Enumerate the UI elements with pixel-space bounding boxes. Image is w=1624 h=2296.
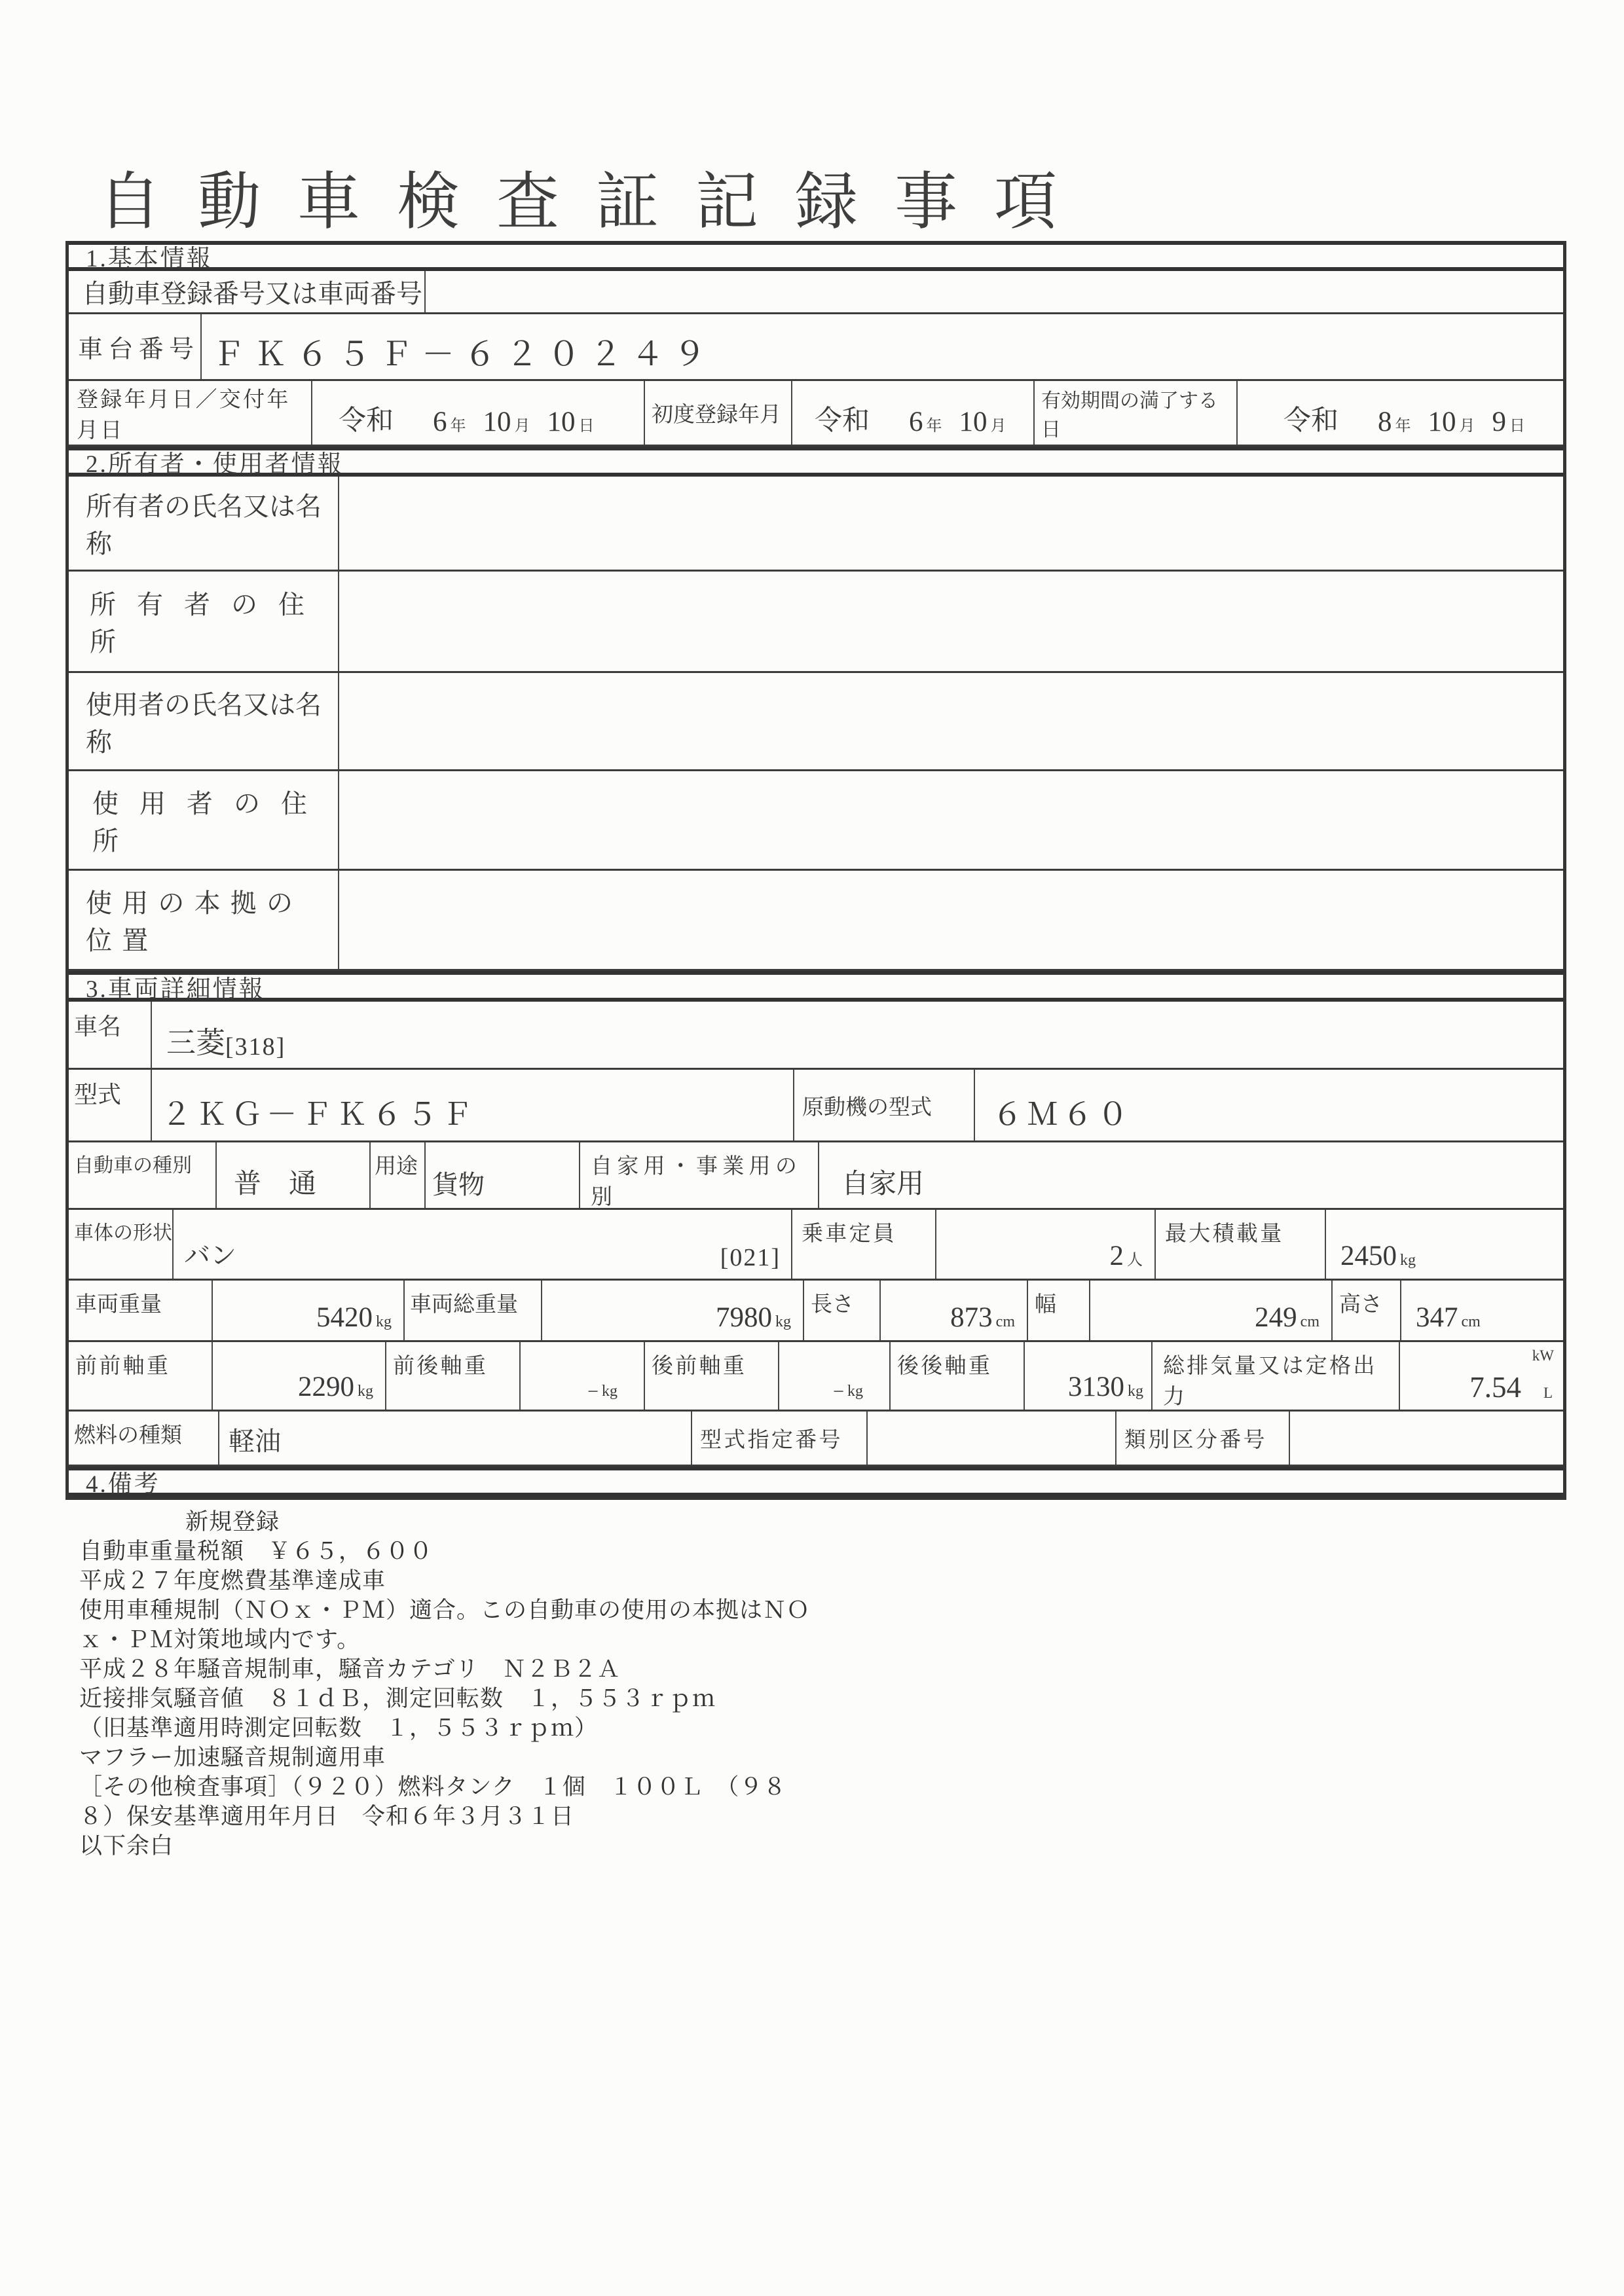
displacement-unit-bottom: L (1543, 1385, 1553, 1401)
remark-line: 平成２７年度燃費基準達成車 (79, 1568, 386, 1594)
remark-line: 自動車重量税額 ￥６５，６００ (79, 1539, 434, 1564)
car-name-value-cell (152, 1002, 296, 1068)
remark-line: 新規登録 (185, 1509, 280, 1535)
expiration-date-value (1283, 399, 1525, 438)
type-designation-value-cell (868, 1412, 1116, 1465)
section2-heading-text: 2.所有者・使用者情報 (86, 451, 344, 478)
section4-heading (69, 1467, 1563, 1497)
rear-rear-axle-label-cell (891, 1342, 1025, 1410)
seating-capacity-unit: 人 (1127, 1252, 1143, 1269)
car-name-value: 三菱 (166, 1027, 226, 1059)
length-label-cell (804, 1281, 881, 1340)
body-shape-code: [021] (720, 1244, 781, 1271)
rear-front-axle-label: 後前軸重 (652, 1355, 747, 1378)
body-shape-label-cell (69, 1210, 174, 1279)
user-address-value-cell (339, 771, 354, 869)
max-load-value: 2450 (1340, 1241, 1397, 1271)
expiration-date-era: 令和 (1283, 406, 1339, 436)
length-value-cell (881, 1281, 1028, 1340)
owner-name-label: 所有者の氏名又は名称 (86, 492, 322, 558)
model-value: ２ＫＧ－ＦＫ６５Ｆ (161, 1098, 477, 1132)
car-name-label: 車名 (74, 1013, 122, 1040)
section1-heading-text: 1.基本情報 (86, 246, 213, 272)
rear-rear-axle-value: 3130 (1068, 1372, 1124, 1402)
chassis-number-label-cell (69, 314, 202, 379)
inspection-record-table (65, 241, 1566, 1859)
user-name-label: 使用者の氏名又は名称 (86, 689, 322, 757)
classification-number-label-cell (1116, 1412, 1290, 1465)
registration-date-value-cell (312, 381, 645, 445)
engine-model-label: 原動機の型式 (802, 1095, 932, 1120)
front-rear-axle-value: − (587, 1381, 599, 1402)
engine-model-value: ６Ｍ６０ (992, 1098, 1133, 1132)
owner-address-label-cell (69, 572, 339, 671)
vehicle-weight-label-cell (69, 1281, 213, 1340)
body-shape-value-cell (174, 1210, 792, 1279)
model-value-cell (152, 1070, 794, 1140)
owner-name-label-cell (69, 477, 339, 570)
type-designation-label: 型式指定番号 (700, 1429, 843, 1452)
usage-value-cell (426, 1142, 580, 1208)
chassis-number-value: ＦＫ６５Ｆ－６２０２４９ (212, 336, 715, 373)
section4-heading-text: 4.備考 (86, 1471, 160, 1498)
engine-model-value-cell (975, 1070, 1132, 1140)
body-shape-row (69, 1210, 1563, 1281)
remark-line: ［その他検査事項］（９２０）燃料タンク １個 １００Ｌ （９８ (79, 1774, 787, 1800)
height-label-cell (1333, 1281, 1401, 1340)
width-unit: cm (1300, 1313, 1320, 1330)
first-registration-label: 初度登録年月 (652, 403, 781, 427)
displacement-value: 7.54 (1469, 1371, 1521, 1404)
section2-heading (69, 446, 1563, 477)
gross-vehicle-weight-label-cell (405, 1281, 542, 1340)
first-registration-year-unit: 年 (926, 418, 942, 435)
chassis-number-value-cell (202, 314, 715, 379)
seating-capacity-value-cell (936, 1210, 1156, 1279)
registration-date-year: 6 (433, 407, 447, 437)
fuel-type-value: 軽油 (229, 1427, 281, 1456)
height-value: 347 (1416, 1302, 1458, 1333)
registration-date-day-unit: 日 (578, 418, 595, 435)
first-registration-era: 令和 (815, 406, 870, 436)
width-label-cell (1028, 1281, 1090, 1340)
displacement-label: 総排気量又は定格出力 (1163, 1355, 1377, 1409)
registration-number-label-cell (69, 271, 426, 312)
front-rear-axle-label: 前後軸重 (393, 1355, 489, 1378)
remark-line: 近接排気騒音値 ８１ｄＢ，測定回転数 １，５５３ｒｐｍ (79, 1686, 716, 1711)
length-unit: cm (995, 1313, 1015, 1330)
classification-number-value-cell (1290, 1412, 1304, 1465)
usage-label-cell (371, 1142, 426, 1208)
vehicle-weight-value-cell (213, 1281, 405, 1340)
private-or-business-label: 自家用・事業用の別 (591, 1155, 802, 1208)
car-name-label-cell (69, 1002, 152, 1068)
expiration-date-label: 有効期間の満了する日 (1041, 390, 1218, 441)
height-unit: cm (1461, 1313, 1481, 1330)
gross-vehicle-weight-value-cell (542, 1281, 804, 1340)
body-shape-value: バン (184, 1241, 236, 1270)
expiration-date-month: 10 (1428, 407, 1456, 437)
owner-address-label: 所有者の住所 (90, 590, 325, 657)
registration-date-day: 10 (547, 407, 576, 437)
type-designation-label-cell (692, 1412, 868, 1465)
first-registration-month-unit: 月 (990, 418, 1006, 435)
registration-date-year-unit: 年 (450, 418, 466, 435)
registration-number-row (69, 271, 1563, 314)
user-name-label-cell (69, 673, 339, 769)
remarks-text-block (79, 1507, 858, 1861)
gross-vehicle-weight-unit: kg (775, 1313, 791, 1330)
expiration-date-month-unit: 月 (1459, 418, 1475, 435)
first-registration-value-cell (792, 381, 1035, 445)
expiration-date-label-cell (1035, 381, 1238, 445)
section3-heading (69, 971, 1563, 1002)
car-name-row (69, 1002, 1563, 1070)
registration-number-value-cell (426, 271, 440, 312)
rear-rear-axle-unit: kg (1128, 1383, 1143, 1400)
vehicle-category-value-cell (217, 1142, 371, 1208)
owner-address-row (69, 572, 1563, 673)
length-value: 873 (950, 1302, 993, 1333)
width-label: 幅 (1035, 1293, 1056, 1317)
max-load-label-cell (1156, 1210, 1326, 1279)
body-shape-label: 車体の形状 (74, 1222, 172, 1244)
private-or-business-value: 自家用 (841, 1169, 925, 1199)
gross-vehicle-weight-value: 7980 (716, 1302, 772, 1333)
user-name-row (69, 673, 1563, 771)
fuel-row (69, 1412, 1563, 1467)
rear-front-axle-value: − (833, 1381, 844, 1402)
registration-date-label-cell (69, 381, 312, 445)
fuel-type-label: 燃料の種類 (74, 1424, 182, 1448)
document-title: 自動車検査証記録事項 (98, 167, 1094, 237)
expiration-date-year-unit: 年 (1395, 418, 1411, 435)
user-address-row (69, 771, 1563, 871)
rear-rear-axle-label: 後後軸重 (897, 1355, 993, 1378)
first-registration-label-cell (645, 381, 792, 445)
category-usage-row (69, 1142, 1563, 1210)
max-load-unit: kg (1400, 1252, 1416, 1269)
height-label: 高さ (1339, 1293, 1382, 1317)
dates-row (69, 381, 1563, 446)
max-load-value-cell (1326, 1210, 1428, 1279)
registration-date-label: 登録年月日／交付年月日 (77, 388, 291, 443)
remark-line: 使用車種規制（ＮＯｘ・ＰＭ）適合。この自動車の使用の本拠はＮＯ (79, 1597, 811, 1623)
owner-name-value-cell (339, 477, 354, 570)
registration-date-value (339, 399, 595, 438)
fuel-type-value-cell (219, 1412, 692, 1465)
front-front-axle-unit: kg (358, 1383, 373, 1400)
registration-date-month-unit: 月 (514, 418, 530, 435)
first-registration-year: 6 (909, 407, 923, 437)
private-or-business-label-cell (580, 1142, 819, 1208)
displacement-unit-top: kW (1532, 1347, 1554, 1364)
expiration-date-value-cell (1238, 381, 1525, 445)
section1-heading (69, 241, 1563, 271)
chassis-number-row (69, 314, 1563, 381)
displacement-label-cell (1153, 1342, 1400, 1410)
user-address-label-cell (69, 771, 339, 869)
remark-line: 以下余白 (79, 1833, 174, 1859)
length-label: 長さ (811, 1293, 854, 1317)
seating-capacity-label-cell (792, 1210, 936, 1279)
front-front-axle-label: 前前軸重 (75, 1355, 171, 1378)
base-location-label-cell (69, 871, 339, 969)
user-address-label: 使用者の住所 (92, 788, 328, 856)
usage-label: 用途 (375, 1155, 418, 1178)
remark-line: ８）保安基準適用年月日 令和６年３月３１日 (79, 1804, 575, 1829)
gross-vehicle-weight-label: 車両総重量 (410, 1293, 518, 1317)
remark-line: ｘ・ＰＭ対策地域内です。 (79, 1627, 361, 1652)
axle-weights-row (69, 1342, 1563, 1412)
vehicle-category-value: 普 通 (234, 1169, 317, 1199)
private-or-business-value-cell (819, 1142, 924, 1208)
model-label: 型式 (74, 1082, 122, 1108)
vehicle-category-label: 自動車の種別 (74, 1155, 192, 1176)
car-name-code: [318] (225, 1033, 286, 1061)
vehicle-weight-unit: kg (376, 1313, 392, 1330)
rear-front-axle-label-cell (645, 1342, 779, 1410)
registration-date-month: 10 (483, 407, 511, 437)
expiration-date-day: 9 (1492, 407, 1507, 437)
engine-model-label-cell (794, 1070, 975, 1140)
classification-number-label: 類別区分番号 (1124, 1429, 1267, 1452)
base-location-label: 使用の本拠の位置 (86, 888, 303, 955)
rear-front-axle-unit: kg (847, 1383, 863, 1400)
rear-front-axle-value-cell (779, 1342, 891, 1410)
first-registration-value (815, 399, 1006, 438)
front-front-axle-value: 2290 (298, 1372, 354, 1402)
fuel-type-label-cell (69, 1412, 219, 1465)
remark-line: （旧基準適用時測定回転数 １，５５３ｒｐｍ） (79, 1715, 599, 1741)
front-rear-axle-value-cell (521, 1342, 645, 1410)
weights-dimensions-row (69, 1281, 1563, 1342)
seating-capacity-label: 乗車定員 (802, 1222, 897, 1246)
front-rear-axle-label-cell (386, 1342, 521, 1410)
usage-value: 貨物 (432, 1170, 485, 1199)
first-registration-month: 10 (959, 407, 987, 437)
vehicle-category-label-cell (69, 1142, 217, 1208)
width-value-cell (1090, 1281, 1333, 1340)
width-value: 249 (1255, 1302, 1297, 1333)
chassis-number-label: 車台番号 (78, 336, 200, 363)
model-label-cell (69, 1070, 152, 1140)
vehicle-weight-label: 車両重量 (75, 1293, 162, 1317)
registration-date-era: 令和 (339, 406, 394, 436)
base-location-row (69, 871, 1563, 971)
base-location-value-cell (339, 871, 354, 969)
registration-number-label: 自動車登録番号又は車両番号 (82, 279, 422, 308)
remark-line: 平成２８年騒音規制車，騒音カテゴリ Ｎ２Ｂ２Ａ (79, 1656, 621, 1682)
height-value-cell (1401, 1281, 1492, 1340)
seating-capacity-value: 2 (1109, 1241, 1124, 1271)
rear-rear-axle-value-cell (1025, 1342, 1153, 1410)
expiration-date-day-unit: 日 (1509, 418, 1526, 435)
model-row (69, 1070, 1563, 1142)
max-load-label: 最大積載量 (1165, 1222, 1284, 1246)
owner-address-value-cell (339, 572, 354, 671)
remark-line: マフラー加速騒音規制適用車 (79, 1745, 386, 1770)
user-name-value-cell (339, 673, 354, 769)
displacement-value-cell (1400, 1342, 1563, 1410)
section3-heading-text: 3.車両詳細情報 (86, 975, 265, 1003)
expiration-date-year: 8 (1378, 407, 1392, 437)
front-front-axle-value-cell (213, 1342, 386, 1410)
vehicle-weight-value: 5420 (316, 1302, 373, 1333)
front-front-axle-label-cell (69, 1342, 213, 1410)
owner-name-row (69, 477, 1563, 572)
front-rear-axle-unit: kg (602, 1383, 618, 1400)
